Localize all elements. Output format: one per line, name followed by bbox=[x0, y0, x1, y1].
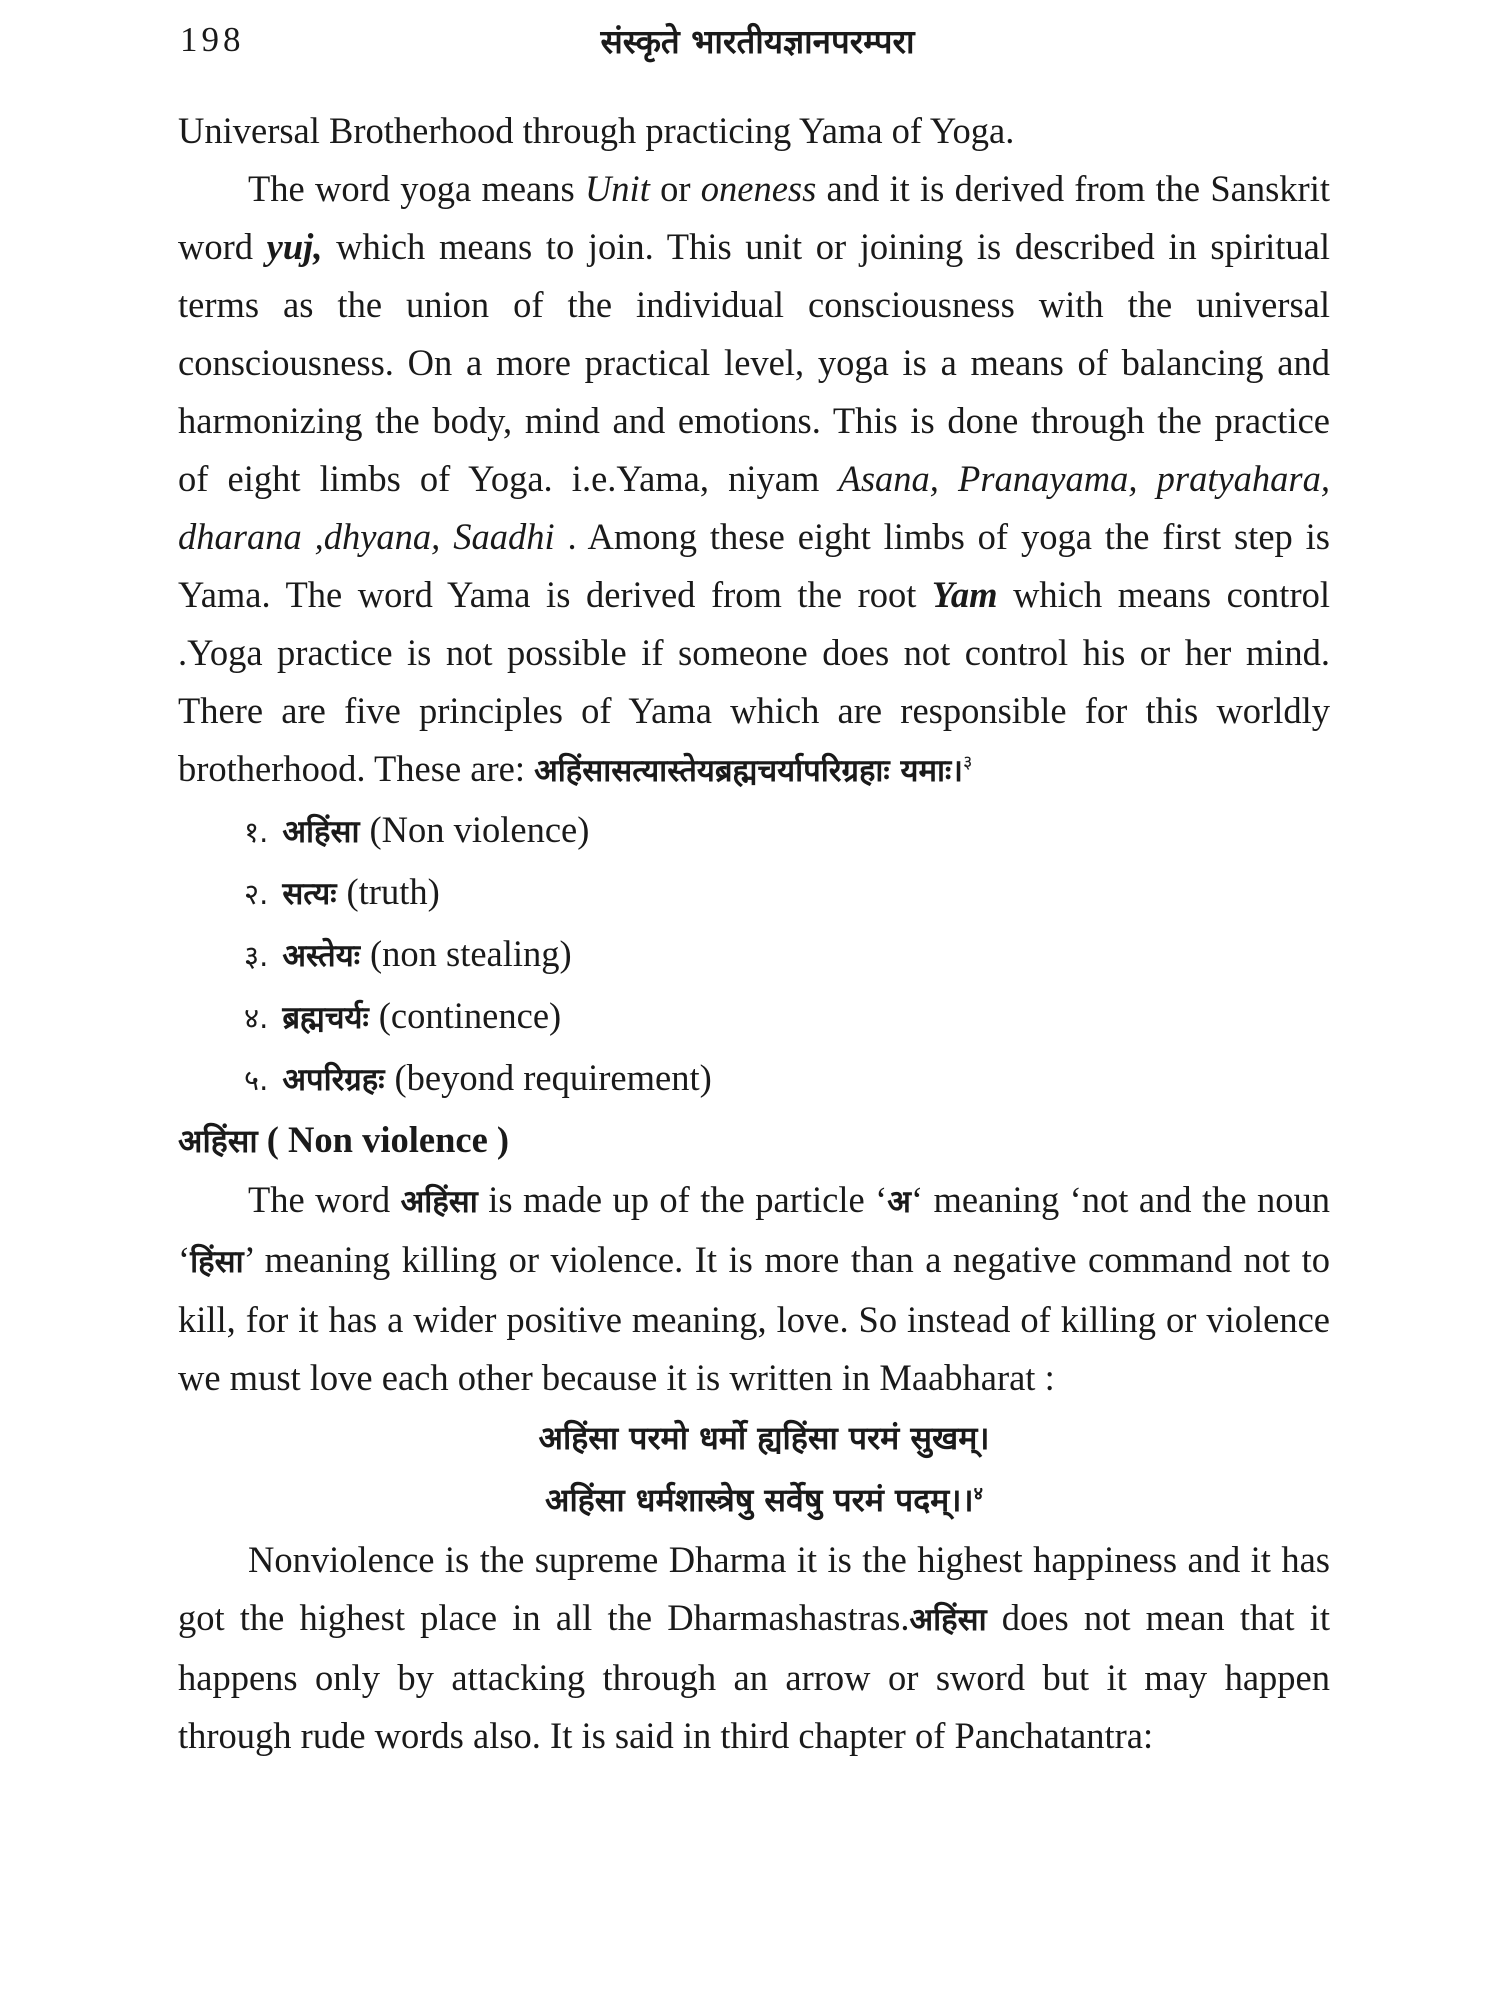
yama-list bbox=[178, 800, 1330, 1110]
text-run: which means to join. This unit or joining is described in spiritual terms as the union of the individual consciousness with the universal consciousness. On a more practical level, yoga is a means of balancing and harmonizing the body, mind and emotions. This is done through the practice of eight limbs of Yoga. i.e.Yama, niyam bbox=[178, 226, 1331, 499]
term-yuj: yuj, bbox=[266, 226, 323, 267]
paragraph-yoga-definition bbox=[178, 160, 1330, 800]
list-meaning: (Non violence) bbox=[369, 809, 590, 850]
text-run: The word yoga means bbox=[248, 168, 585, 209]
text-run: ’ meaning killing or violence. It is more than a negative command not to kill, for it has a wider positive meaning, love. So instead of killing or violence we must love each other because it is written in Maabharat : bbox=[178, 1239, 1330, 1398]
list-meaning: (beyond requirement) bbox=[394, 1057, 712, 1098]
list-item bbox=[244, 800, 1330, 862]
list-item bbox=[244, 1048, 1330, 1110]
page-number: 198 bbox=[180, 20, 245, 59]
page-body bbox=[178, 102, 1330, 1765]
list-meaning: (truth) bbox=[346, 871, 440, 912]
text-run: does not mean that it happens only by attacking through an arrow or sword but it may happen through rude words also. It is said in third chapter of Panchatantra: bbox=[178, 1597, 1330, 1756]
term-ahimsa: अहिंसा bbox=[909, 1602, 987, 1638]
term-himsa: हिंसा bbox=[190, 1244, 244, 1280]
list-number: ३. bbox=[244, 939, 269, 973]
term-oneness: oneness bbox=[700, 168, 817, 209]
term-a: अ bbox=[887, 1184, 911, 1220]
list-term: अपरिग्रहः bbox=[282, 1062, 385, 1098]
list-item bbox=[244, 924, 1330, 986]
list-meaning: (continence) bbox=[378, 995, 562, 1036]
paragraph-ahimsa-meaning bbox=[178, 1171, 1330, 1407]
verse-text: अहिंसा धर्मशास्त्रेषु सर्वेषु परमं पदम्।। bbox=[545, 1481, 974, 1519]
term-limbs: Asana, Pranayama, pratyahara, dharana ,dhyana, Saadhi bbox=[178, 458, 1330, 557]
text-run: ‘ meaning ‘not and the noun ‘ bbox=[178, 1179, 1330, 1280]
intro-text: Universal Brotherhood through practicing Yama of Yoga. bbox=[178, 110, 1015, 151]
list-term: अस्तेयः bbox=[282, 938, 360, 974]
intro-line bbox=[178, 102, 1330, 160]
list-number: २. bbox=[244, 877, 269, 911]
term-ahimsa: अहिंसा bbox=[400, 1184, 478, 1220]
list-number: १. bbox=[244, 815, 269, 849]
footnote-marker: ४ bbox=[973, 1483, 983, 1505]
list-number: ४. bbox=[244, 1001, 269, 1035]
text-run: and it is derived from the Sanskrit word bbox=[178, 168, 1330, 267]
list-number: ५. bbox=[244, 1063, 269, 1097]
text-run: . Among these eight limbs of yoga the first step is Yama. The word Yama is derived from the root bbox=[178, 516, 1331, 615]
text-run: The word bbox=[248, 1179, 401, 1220]
heading-deva: अहिंसा bbox=[178, 1122, 258, 1160]
term-yam: Yam bbox=[931, 574, 998, 615]
yama-sutra: अहिंसासत्यास्तेयब्रह्मचर्यापरिग्रहाः यमाः। bbox=[534, 753, 964, 789]
list-item bbox=[244, 862, 1330, 924]
list-term: अहिंसा bbox=[282, 814, 360, 850]
footnote-marker: ३ bbox=[963, 751, 973, 772]
running-title: संस्कृते भारतीयज्ञानपरम्परा bbox=[600, 22, 915, 61]
list-item bbox=[244, 986, 1330, 1048]
list-term: ब्रह्मचर्यः bbox=[282, 1000, 369, 1036]
list-term: सत्यः bbox=[282, 876, 337, 912]
text-run: Nonviolence is the supreme Dharma it is the highest happiness and it has got the highest place in all the Dharmashastras. bbox=[178, 1539, 1330, 1638]
page-header bbox=[175, 20, 1340, 80]
verse-line: अहिंसा परमो धर्मो ह्यहिंसा परमं सुखम्। bbox=[538, 1419, 990, 1457]
term-unit: Unit bbox=[584, 168, 650, 209]
verse-block bbox=[178, 1407, 1330, 1531]
text-run: which means control .Yoga practice is not possible if someone does not control his or her mind. There are five principles of Yama which are responsible for this worldly brotherhood. These are: bbox=[178, 574, 1330, 789]
text-run: is made up of the particle ‘ bbox=[477, 1179, 888, 1220]
heading-english: ( Non violence ) bbox=[257, 1119, 510, 1160]
section-heading bbox=[178, 1110, 1330, 1171]
verse-line-2 bbox=[178, 1469, 1330, 1531]
list-meaning: (non stealing) bbox=[369, 933, 572, 974]
text-run: or bbox=[649, 168, 701, 209]
paragraph-nonviolence bbox=[178, 1531, 1330, 1765]
